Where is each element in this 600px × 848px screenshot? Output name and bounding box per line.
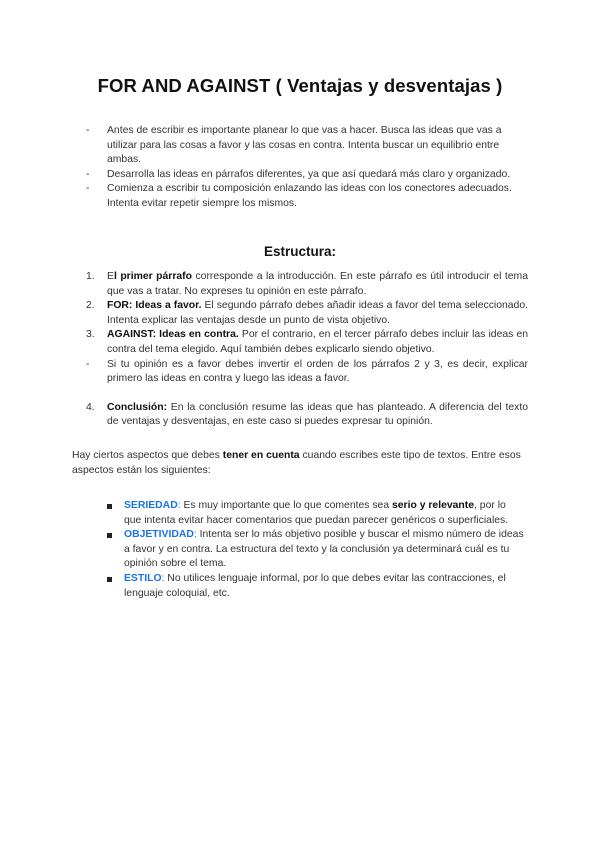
aspect-colon: : <box>177 500 181 511</box>
list-item <box>106 528 524 572</box>
tips-list <box>86 124 526 212</box>
item-bold: AGAINST: Ideas en contra. <box>107 329 239 341</box>
intro-text: Hay ciertos aspectos que debes <box>72 450 223 461</box>
intro-text: cuando escribes este tipo de textos. Entre esos aspectos están los siguientes: <box>72 450 521 476</box>
list-item <box>86 328 528 357</box>
aspect-text: Es muy importante que lo que comentes sea <box>180 500 392 511</box>
square-bullet-icon <box>107 504 112 509</box>
item-text: El segundo párrafo debes añadir ideas a favor del tema seleccionado. Intenta explicar las ventajas desde un punto de vista objetivo. <box>107 300 528 326</box>
item-bold: l primer párrafo <box>113 271 192 282</box>
list-item <box>106 572 524 601</box>
item-bold: FOR: Ideas a favor. <box>107 300 202 312</box>
structure-list <box>86 270 528 430</box>
aspect-key: OBJETIVIDAD <box>124 529 194 541</box>
number-marker: 3. <box>86 329 95 341</box>
list-item <box>106 499 524 528</box>
aspect-text: Intenta ser lo más objetivo posible y buscar el mismo número de ideas a favor y en contra. La estructura del texto y la conclusión ya determinará cuál es tu opinión sobre el tema. <box>124 529 524 570</box>
tip-text: Desarrolla las ideas en párrafos diferentes, ya que así quedará más claro y organizado. <box>107 168 511 180</box>
item-text: Si tu opinión es a favor debes invertir el orden de los párrafos 2 y 3, es decir, explicar primero las ideas en contra y luego las ideas a favor. <box>107 358 528 385</box>
intro-bold: tener en cuenta <box>222 450 300 461</box>
aspect-key: ESTILO <box>124 572 162 584</box>
item-bold: Conclusión: <box>107 401 168 413</box>
list-item <box>86 168 526 183</box>
aspects-intro <box>72 449 530 478</box>
list-item <box>86 299 528 328</box>
list-item <box>86 401 528 430</box>
tip-text: Antes de escribir es importante planear lo que vas a hacer. Busca las ideas que vas a utilizar para las cosas a favor y las cosas en contra. Intenta buscar un equilibrio entre ambas. <box>107 125 502 166</box>
item-text: Por el contrario, en el tercer párrafo debes incluir las ideas en contra del tema elegido. Aquí también debes explicarlo siendo objetivo. <box>107 329 528 355</box>
item-text: corresponde a la introducción. En este párrafo es útil introducir el tema que vas a tratar. No expreses tu opinión en este párrafo. <box>107 271 528 297</box>
dash-marker: - <box>86 358 90 370</box>
aspect-bold: serio y relevante <box>391 500 475 511</box>
number-marker: 4. <box>86 401 95 413</box>
list-item <box>86 124 526 168</box>
square-bullet-icon <box>107 577 112 582</box>
item-prefix: E <box>107 271 114 282</box>
aspect-text: , por lo que intenta evitar hacer comentarios que puedan parecer genéricos o superficiales. <box>124 500 509 526</box>
aspect-text: No utilices lenguaje informal, por lo que debes evitar las contracciones, el lenguaje coloquial, etc. <box>124 572 506 599</box>
page-title: FOR AND AGAINST ( Ventajas y desventajas ) <box>97 75 503 96</box>
dash-marker: - <box>86 125 90 136</box>
list-item <box>86 182 526 211</box>
aspect-colon: : <box>161 572 165 584</box>
list-item <box>86 358 528 387</box>
structure-heading: Estructura: <box>263 244 336 259</box>
tip-text: Comienza a escribir tu composición enlazando las ideas con los conectores adecuados. Intenta evitar repetir siempre los mismos. <box>107 183 512 209</box>
square-bullet-icon <box>107 533 112 538</box>
aspect-key: SERIEDAD <box>124 500 178 511</box>
aspect-colon: : <box>193 529 197 541</box>
number-marker: 2. <box>86 300 95 312</box>
dash-marker: - <box>86 168 90 180</box>
list-item <box>86 270 528 299</box>
aspects-list <box>106 499 524 601</box>
item-text: En la conclusión resume las ideas que has planteado. A diferencia del texto de ventajas y desventajas, en este caso si puedes expresar tu opinión. <box>107 401 528 428</box>
dash-marker: - <box>86 183 90 195</box>
number-marker: 1. <box>86 271 95 282</box>
